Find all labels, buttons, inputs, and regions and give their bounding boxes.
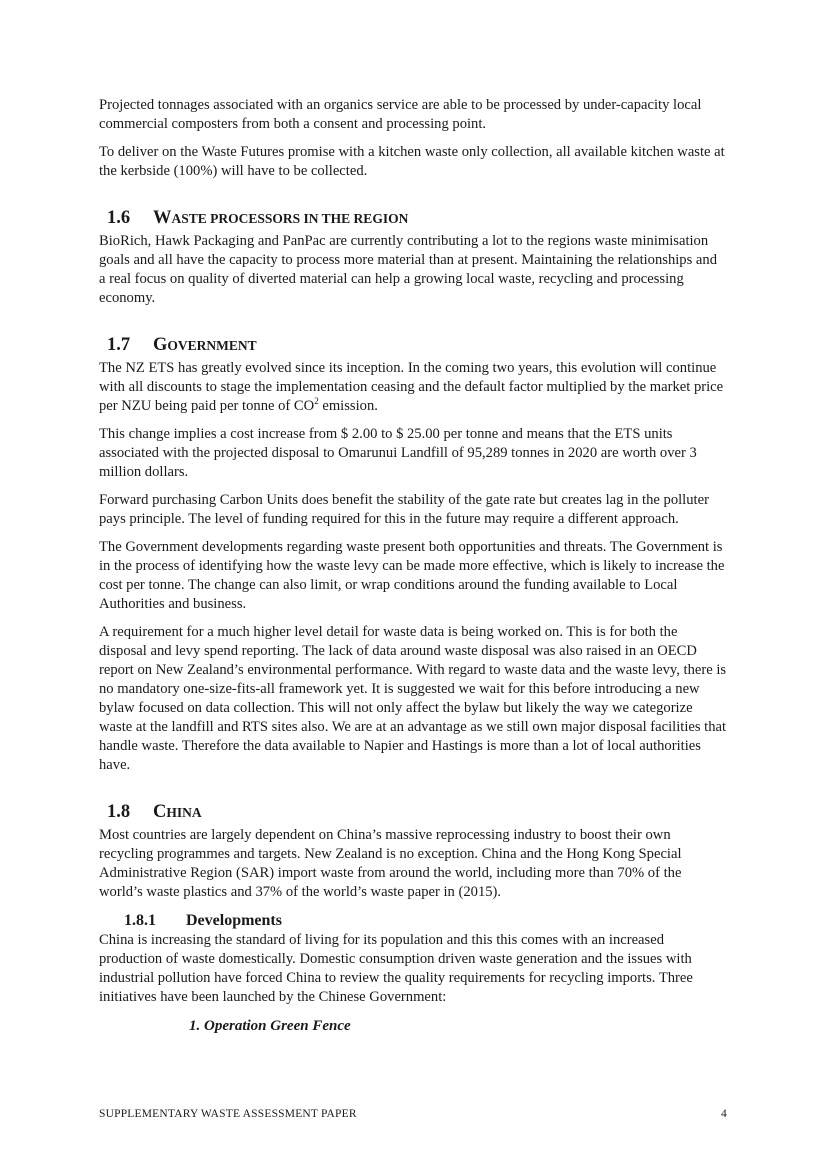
text-run: The NZ ETS has greatly evolved since its inception. In the coming two years, this evolution will continue with all discounts to stage the implementation ceasing and the default factor multiplied by the market price per NZU being paid per tonne of CO bbox=[99, 360, 724, 414]
section-heading-1-6 bbox=[107, 207, 727, 230]
section-number: 1.8 bbox=[107, 802, 131, 822]
heading-initial: G bbox=[153, 335, 168, 355]
subsection-title: Developments bbox=[186, 912, 282, 929]
heading-smallcaps: OVERNMENT bbox=[167, 338, 257, 353]
section-heading-1-8 bbox=[107, 801, 727, 824]
paragraph: A requirement for a much higher level detail for waste data is being worked on. This is for both the disposal and levy spend reporting. The lack of data around waste disposal was also raised in an OECD report on New Zealand’s environmental performance. With regard to waste data and the waste levy, there is no mandatory one-size-fits-all framework yet. It is suggested we wait for this before introducing a new bylaw focused on data collection. This will not only affect the bylaw but likely the way we categorize waste at the landfill and RTS sites also. We are at an advantage as we still own major disposal facilities that handle waste. Therefore the data available to Napier and Hastings is more than a lot of local authorities have. bbox=[99, 624, 727, 773]
heading-initial: C bbox=[153, 802, 167, 822]
paragraph: Forward purchasing Carbon Units does benefit the stability of the gate rate but creates lag in the polluter pays principle. The level of funding required for this in the future may require a different approach. bbox=[99, 492, 709, 527]
footer-title: SUPPLEMENTARY WASTE ASSESSMENT PAPER bbox=[99, 1108, 357, 1120]
paragraph: China is increasing the standard of living for its population and this this comes with an increased production of waste domestically. Domestic consumption driven waste generation and the issues with industrial pollution have forced China to review the quality requirements for recycling imports. Three initiatives have been launched by the Chinese Government: bbox=[99, 932, 693, 1005]
page-footer bbox=[99, 1108, 727, 1120]
paragraph: To deliver on the Waste Futures promise with a kitchen waste only collection, all available kitchen waste at the kerbside (100%) will have to be collected. bbox=[99, 144, 725, 179]
paragraph bbox=[99, 359, 727, 416]
paragraph: Most countries are largely dependent on China’s massive reprocessing industry to boost their own recycling programmes and targets. New Zealand is no exception. China and the Hong Kong Special Administrative Region (SAR) import waste from around the world, including more than 70% of the world’s waste plastics and 37% of the world’s waste paper in (2015). bbox=[99, 827, 682, 900]
subsection-heading-1-8-1 bbox=[124, 911, 727, 931]
page-content bbox=[99, 96, 727, 1036]
section-number: 1.7 bbox=[107, 335, 131, 355]
superscript: 2 bbox=[314, 396, 319, 407]
heading-smallcaps: ASTE PROCESSORS IN THE REGION bbox=[171, 211, 409, 226]
paragraph: The Government developments regarding waste present both opportunities and threats. The Government is in the process of identifying how the waste levy can be made more effective, which is likely to increase the cost per tonne. The change can also limit, or wrap conditions around the funding available to Local Authorities and business. bbox=[99, 539, 725, 612]
page-number: 4 bbox=[721, 1108, 727, 1120]
paragraph: This change implies a cost increase from $ 2.00 to $ 25.00 per tonne and means that the ETS units associated with the projected disposal to Omarunui Landfill of 95,289 tonnes in 2020 are worth over 3 million dollars. bbox=[99, 426, 697, 480]
text-run: emission. bbox=[318, 398, 378, 414]
subsection-number: 1.8.1 bbox=[124, 912, 156, 929]
paragraph: BioRich, Hawk Packaging and PanPac are currently contributing a lot to the regions waste minimisation goals and all have the capacity to process more material than at present. Maintaining the relationships and a real focus on quality of diverted material can help a growing local waste, recycling and processing economy. bbox=[99, 233, 718, 306]
heading-initial: W bbox=[153, 208, 172, 228]
section-heading-1-7 bbox=[107, 334, 727, 357]
paragraph: Projected tonnages associated with an organics service are able to be processed by under-capacity local commercial composters from both a consent and processing point. bbox=[99, 97, 702, 132]
section-number: 1.6 bbox=[107, 208, 131, 228]
heading-smallcaps: HINA bbox=[166, 805, 202, 820]
list-item-heading: 1. Operation Green Fence bbox=[189, 1018, 351, 1034]
